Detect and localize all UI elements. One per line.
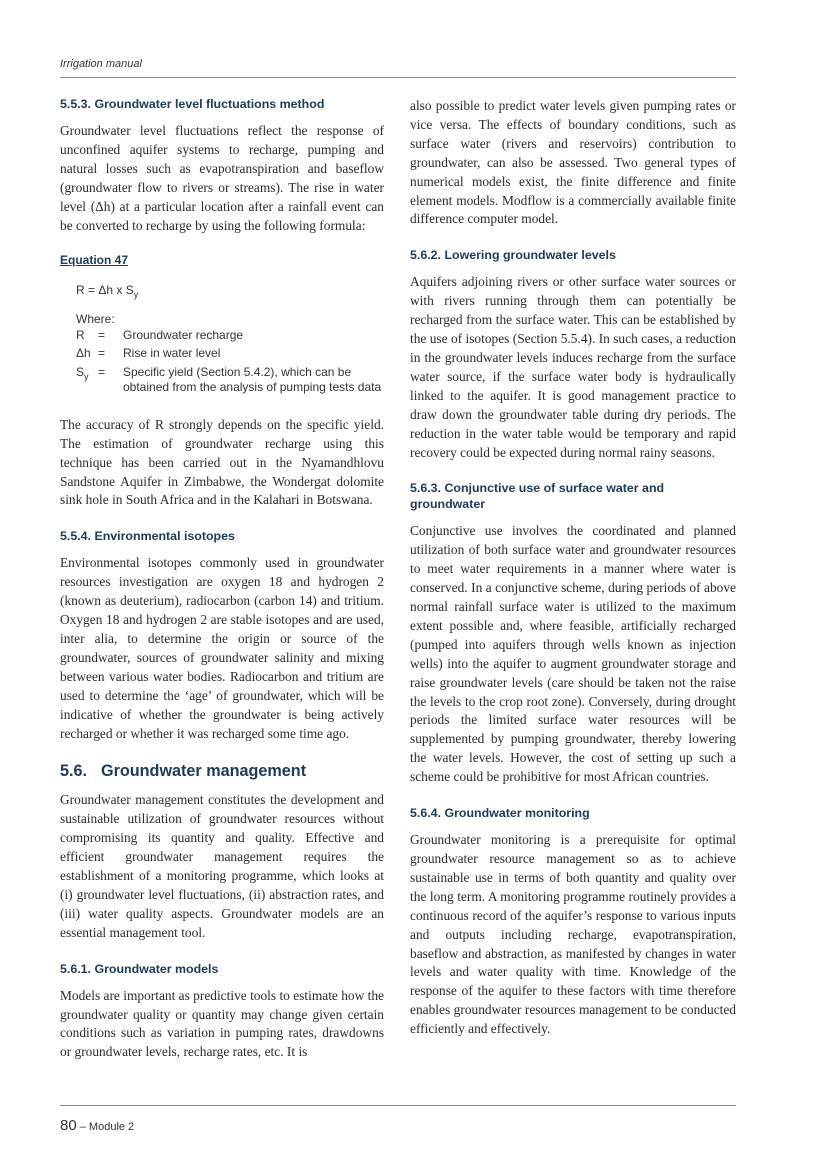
definition-symbol: R [76, 327, 85, 342]
paragraph-models: Models are important as predictive tools to estimate how the groundwater quality or quantity may change given certain conditions such as variation in pumping rates, drawdowns or groundwater levels, recharge rates, etc. It is [60, 987, 384, 1060]
definition-symbol: Δh [76, 346, 91, 361]
heading-5-5-3: 5.5.3. Groundwater level fluctuations method [60, 97, 325, 111]
paragraph-models-continued: also possible to predict water levels given pumping rates or vice versa. The effects of boundary conditions, such as surface water (rivers and reservoirs) contribution to groundwater, can also be assessed. Two general types of numerical models exist, the finite difference and finite element models. Modflow is a commercially available finite difference computer model. [410, 98, 736, 227]
heading-5-6-4: 5.6.4. Groundwater monitoring [410, 806, 590, 821]
definition-equals: = [98, 346, 106, 361]
equation-block [60, 283, 384, 395]
definition-symbol: $S_y$ [76, 364, 89, 382]
module-label: Module 2 [88, 1121, 135, 1133]
equation-formula [76, 283, 384, 299]
heading-5-6 [60, 761, 384, 781]
right-column [410, 97, 736, 1057]
formula-text: R = Δh x S [76, 283, 134, 298]
paragraph-management: Groundwater management constitutes the development and sustainable utilization of groundwater resources without compromising its quantity and quality. Effective and efficient groundwater management requires the establishment of a monitoring programme, which looks at (i) groundwater level fluctuations, (ii) abstraction rates, and (iii) water quality aspects. Groundwater models are an essential management tool. [60, 792, 384, 940]
heading-5-6-1: 5.6.1. Groundwater models [60, 961, 219, 976]
paragraph-level-fluctuations: Groundwater level fluctuations reflect the response of unconfined aquifer systems to recharge, pumping and natural losses such as evapotranspiration and baseflow (groundwater flow to rivers or streams). The rise in water level (Δh) at a particular location after a rainfall event can be converted to recharge by using the following formula: [60, 123, 384, 233]
definition-row [76, 365, 384, 396]
left-column [60, 96, 384, 1080]
heading-5-6-3: 5.6.3. Conjunctive use of surface water and groundwater [410, 481, 665, 512]
definition-text: Rise in water level [123, 346, 221, 361]
heading-5-6-2: 5.6.2. Lowering groundwater levels [410, 248, 616, 263]
paragraph-monitoring: Groundwater monitoring is a prerequisite for optimal groundwater resource management so as to achieve sustainable use in terms of both quantity and quality over the long term. A monitoring programme routinely provides a continuous record of the aquifer’s response to various inputs and outputs including recharge, evapotranspiration, baseflow and abstraction, as manifested by changes in water levels and water quality with time. Knowledge of the response of the aquifer to these factors with time therefore enables groundwater resources management to be conducted efficiently and effectively. [410, 832, 736, 1037]
paragraph-accuracy: The accuracy of R strongly depends on the specific yield. The estimation of groundwater recharge using this technique has been carried out in the Nyamandhlovu Sandstone Aquifer in Zimbabwe, the Wondergat dolomite sink hole in South Africa and in the Kalahari in Botswana. [60, 416, 384, 508]
where-label: Where: [76, 311, 115, 326]
page-number: 80 [60, 1117, 77, 1134]
footer-separator: – [76, 1121, 89, 1133]
definition-equals: = [98, 327, 106, 342]
header-rule [60, 77, 736, 78]
heading-5-5-4: 5.5.4. Environmental isotopes [60, 529, 235, 544]
paragraph-lowering-levels: Aquifers adjoining rivers or other surface water sources or with rivers running through them can potentially be recharged from the surface water. This can be established by the use of isotopes (Section 5.5.4). In such cases, a reduction in the groundwater levels induces recharge from the surface water source, if the surface water body is hydraulically linked to the aquifer. It is good management practice to draw down the groundwater table during dry periods. The reduction in the water table would be temporary and rapid recovery could be expected during normal rainy seasons. [410, 274, 736, 460]
section-number: 5.6. [60, 762, 88, 781]
definition-row [76, 328, 384, 344]
formula-subscript: y [133, 289, 139, 300]
running-head: Irrigation manual [60, 58, 142, 70]
paragraph-conjunctive-use: Conjunctive use involves the coordinated and planned utilization of both surface water and groundwater resources to meet water requirements in a manner where water is conserved. In a conjunctive scheme, during periods of above normal rainfall surface water is utilized to the maximum extent possible and, where feasible, artificially recharged (pumped into aquifers through wells known as injection wells) into the aquifer to augment groundwater storage and raise groundwater levels (care should be taken not the raise the levels to the crop root zone). Conversely, during drought periods the limited surface water resources will be supplemented by pumping groundwater, thereby lowering the water levels. However, the cost of setting up such a scheme could be prohibitive for most African countries. [410, 523, 736, 785]
footer-rule [60, 1105, 736, 1106]
section-title: Groundwater management [101, 762, 307, 781]
definition-text: Specific yield (Section 5.4.2), which can be obtained from the analysis of pumping tests data [123, 364, 382, 395]
definition-text: Groundwater recharge [123, 327, 244, 342]
definition-row [76, 346, 384, 362]
page-footer [60, 1117, 134, 1135]
equation-label: Equation 47 [60, 253, 129, 268]
paragraph-isotopes: Environmental isotopes commonly used in groundwater resources investigation are oxygen 18 and hydrogen 2 (known as deuterium), radiocarbon (carbon 14) and tritium. Oxygen 18 and hydrogen 2 are stable isotopes and are used, inter alia, to determine the origin or source of the groundwater, sources of groundwater salinity and mixing between various water bodies. Radiocarbon and tritium are used to determine the ‘age’ of groundwater, which will be indicative of whether the groundwater is being actively recharged or whether it was recharged some time ago. [60, 555, 384, 741]
definition-equals: = [98, 364, 106, 379]
